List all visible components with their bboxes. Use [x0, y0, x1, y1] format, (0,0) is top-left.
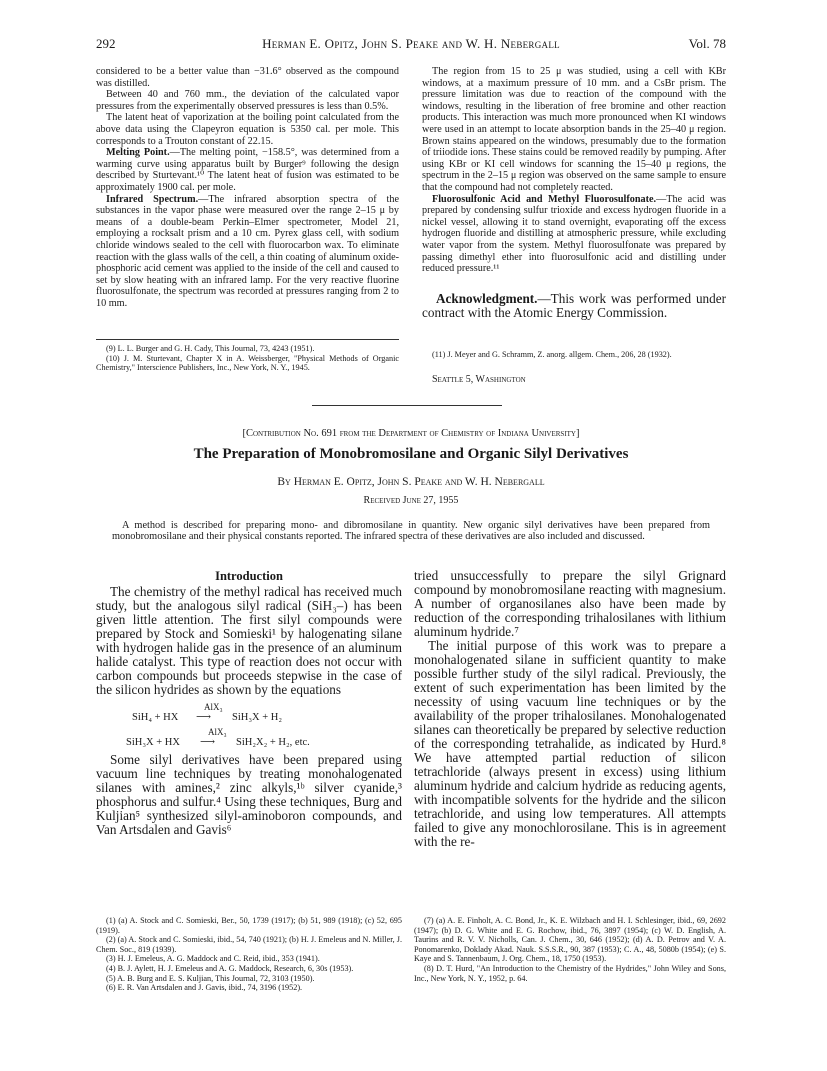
section-heading: Melting Point.	[106, 147, 170, 159]
footnote-divider	[96, 339, 399, 340]
equation	[96, 703, 402, 725]
footnote: (3) H. J. Emeleus, A. G. Maddock and C. Reid, ibid., 353 (1941).	[106, 954, 320, 964]
intro-right-column	[414, 569, 726, 849]
footnote: (2) (a) A. Stock and C. Somieski, ibid., 54, 740 (1921); (b) H. J. Emeleus and N. Miller, J. Chem. Soc., 819 (1939).	[96, 935, 402, 954]
footnote: (8) D. T. Hurd, "An Introduction to the Chemistry of the Hydrides," John Wiley and Sons, Inc., New York, N. Y., 1952, p. 64.	[414, 963, 726, 983]
paragraph: The latent heat of vaporization at the boiling point calculated from the above data using the Clapeyron equation is 5350 cal. per mole. This corresponds to a Trouton constant of 22.15.	[96, 112, 399, 147]
melting-point-paragraph	[96, 147, 399, 193]
intro-left-column	[96, 569, 402, 837]
paragraph: tried unsuccessfully to prepare the silyl Grignard compound by monobromosilane reacting with magnesium. A number of organosilanes also have been made by reduction of the corresponding trihalosilanes with lithium aluminum hydride.⁷	[414, 568, 726, 639]
section-heading: Acknowledgment.	[436, 291, 538, 306]
acknowledgment	[422, 292, 726, 320]
paragraph: considered to be a better value than −31.6° observed as the compound was distilled.	[96, 66, 399, 89]
paragraph: The chemistry of the methyl radical has received much study, but the analogous silyl radical (SiH₃–) has been given little attention. The first silyl compounds were prepared by Stock and Somieski¹ by halogenating silane with hydrogen halide gas in the presence of an aluminum halide catalyst. This type of reaction does not occur with carbon compounds but proceeds stepwise in the case of the silicon hydrides as shown by the equations	[96, 584, 402, 697]
running-header	[96, 36, 726, 54]
paragraph: Between 40 and 760 mm., the deviation of the calculated vapor pressures from the experimentally observed pressures is less than 0.5%.	[96, 89, 399, 112]
paragraph-text: —The infrared absorption spectra of the substances in the vapor phase were measured over the range 2–15 μ by means of a double-beam Perkin–Elmer spectrometer, Model 21, employing a rocksalt prism and a 10 cm. Pyrex glass cell, with sodium chloride windows sealed to the cell with fluorocarbon wax. To eliminate reaction with the glass walls of the cell, a thin coating of aluminum oxide-phosphoric acid cement was applied to the inside of the cell and caused to set by slow heating with an infrared lamp. For the very reactive fluorine fluorosulfonate, the spectrum was recorded at pressures ranging from 2 to 10 mm.	[96, 193, 399, 309]
section-heading: Infrared Spectrum.	[106, 193, 199, 205]
paragraph-text: —This work was performed under contract with the Atomic Energy Commission.	[422, 291, 726, 320]
equation	[96, 728, 402, 750]
footnote: (11) J. Meyer and G. Schramm, Z. anorg. allgem. Chem., 206, 28 (1932).	[432, 350, 672, 359]
footnotes-bottom-left	[96, 916, 402, 993]
section-heading: Introduction	[215, 569, 283, 583]
footnote: (5) A. B. Burg and E. S. Kuljian, This Journal, 72, 3103 (1950).	[106, 973, 315, 983]
equation-left: SiH₄ + HX	[132, 712, 179, 723]
equation-catalyst: AlX₃	[208, 727, 227, 737]
footnote: (10) J. M. Sturtevant, Chapter X in A. Weissberger, "Physical Methods of Organic Chemistry," Interscience Publishers, Inc., New York, N. Y., 1945.	[96, 353, 399, 373]
arrow-icon: ⟶	[196, 712, 212, 723]
page-number: 292	[96, 36, 116, 51]
acknowledgment-paragraph	[422, 292, 726, 320]
received-date: Received June 27, 1955	[363, 495, 459, 506]
equation-left: SiH₃X + HX	[126, 737, 180, 748]
running-authors: Herman E. Opitz, John S. Peake and W. H. Nebergall	[262, 36, 560, 51]
footnote-top-right	[422, 350, 726, 360]
infrared-paragraph	[96, 194, 399, 310]
top-right-column	[422, 66, 726, 275]
footnotes-top-left	[96, 344, 399, 373]
footnotes-bottom-right	[414, 916, 726, 983]
volume-label: Vol. 78	[688, 36, 726, 51]
footnote: (1) (a) A. Stock and C. Somieski, Ber., 50, 1739 (1917); (b) 51, 989 (1918); (c) 52, 695 (1919).	[96, 916, 402, 935]
paragraph: The region from 15 to 25 μ was studied, using a cell with KBr windows, at a maximum pressure of 10 mm. and a CsBr prism. The pressure limitation was due to reaction of the compound with the windows, resulting in the liberation of free bromine and other reaction products. This interaction was much more pronounced when KI windows were used in an attempt to locate absorption bands in the 25–40 μ region. Brown stains appeared on the windows, presumably due to the formation of triiodide ions. These stains could be removed readily by pumping. After using KBr or KI cell windows for scanning the 15–40 μ regions, the spectrum in the 2–15 μ region was observed on the same sample to ensure that the compound had not completely reacted.	[422, 66, 726, 193]
paragraph: The initial purpose of this work was to prepare a monohalogenated silane in sufficient quantity to make possible further study of the silyl radical. Previously, the extent of such experimentation has been limited by the necessity of using vacuum line techniques or by the availability of the proper trihalosilanes. Monohalogenated silanes can theoretically be prepared by selective reduction of the corresponding tetrahalide, as indicated by Hurd.⁸ We have attempted partial reduction of silicon tetrachloride (always present in excess) using lithium aluminum hydride and calcium hydride as reducing agents, with incompatible solvents for the hydride and the silicon tetrachloride, and using low temperatures. All attempts failed to give any monochlorosilane. This is in agreement with the re-	[414, 638, 727, 849]
equation-catalyst: AlX₃	[204, 702, 223, 712]
byline: By Herman E. Opitz, John S. Peake and W. H. Nebergall	[277, 476, 545, 488]
contribution-line: [Contribution No. 691 from the Department of Chemistry of Indiana University]	[242, 428, 580, 439]
footnote: (6) E. R. Van Artsdalen and J. Gavis, ibid., 74, 3196 (1952).	[106, 983, 303, 993]
paragraph-text: —The melting point, −158.5°, was determined from a warming curve using apparatus built by Burger⁹ following the design described by Sturtevant.¹⁰ The latent heat of fusion was estimated to be approximately 1900 cal. per mole.	[96, 147, 399, 193]
article-title: The Preparation of Monobromosilane and Organic Silyl Derivatives	[193, 446, 629, 462]
paragraph: Some silyl derivatives have been prepared using vacuum line techniques by treating monohalogenated silanes with amines,² zinc alkyls,¹ᵇ silver cyanide,³ phosphorus and sulfur.⁴ Using these techniques, Burg and Kuljian⁵ synthesized silyl-aminoboron compounds, and Van Artsdalen and Gavis⁶	[96, 752, 402, 837]
article-separator	[312, 405, 502, 406]
abstract: A method is described for preparing mono- and dibromosilane in quantity. New organic silyl derivatives have been prepared from monobromosilane and their physical constants reported. The infrared spectra of these derivatives are also included and discussed.	[112, 520, 710, 542]
footnote: (9) L. L. Burger and G. H. Cady, This Journal, 73, 4243 (1951).	[106, 344, 315, 353]
paragraph-text: —The acid was prepared by condensing sulfur trioxide and excess hydrogen fluoride in a nickel vessel, allowing it to stand overnight, evaporating off the excess hydrogen fluoride and distilling at atmospheric pressure, while excluding water vapor from the system. Methyl fluorosulfonate was prepared by passing dimethyl ether into fluorosulfonic acid and distilling under reduced pressure.¹¹	[422, 193, 726, 275]
equation-right: SiH₂X₂ + H₂, etc.	[236, 737, 310, 748]
footnote: (4) B. J. Aylett, H. J. Emeleus and A. G. Maddock, Research, 6, 30s (1953).	[106, 963, 354, 973]
fluorosulfonic-paragraph	[422, 194, 726, 275]
arrow-icon: ⟶	[200, 737, 216, 748]
top-left-column	[96, 66, 399, 309]
section-heading: Fluorosulfonic Acid and Methyl Fluorosulfonate.	[432, 193, 657, 205]
footnote: (7) (a) A. E. Finholt, A. C. Bond, Jr., K. E. Wilzbach and H. I. Schlesinger, ibid., 69, 2692 (1947); (b) D. G. White and E. G. Rochow, ibid., 76, 3897 (1954); (c) W. D. English, A. Taurins and R. V. V. Nicholls, Can. J. Chem., 30, 646 (1952); (d) A. D. Petrov and V. A. Ponomarenko, Doklady Akad. Nauk. S.S.S.R., 90, 387 (1953); C. A., 48, 5080b (1954); (e) S. Kaye and S. Tannenbaum, J. Org. Chem., 18, 1750 (1953).	[414, 916, 726, 964]
address: Seattle 5, Washington	[432, 374, 526, 385]
equation-right: SiH₃X + H₂	[232, 712, 282, 723]
